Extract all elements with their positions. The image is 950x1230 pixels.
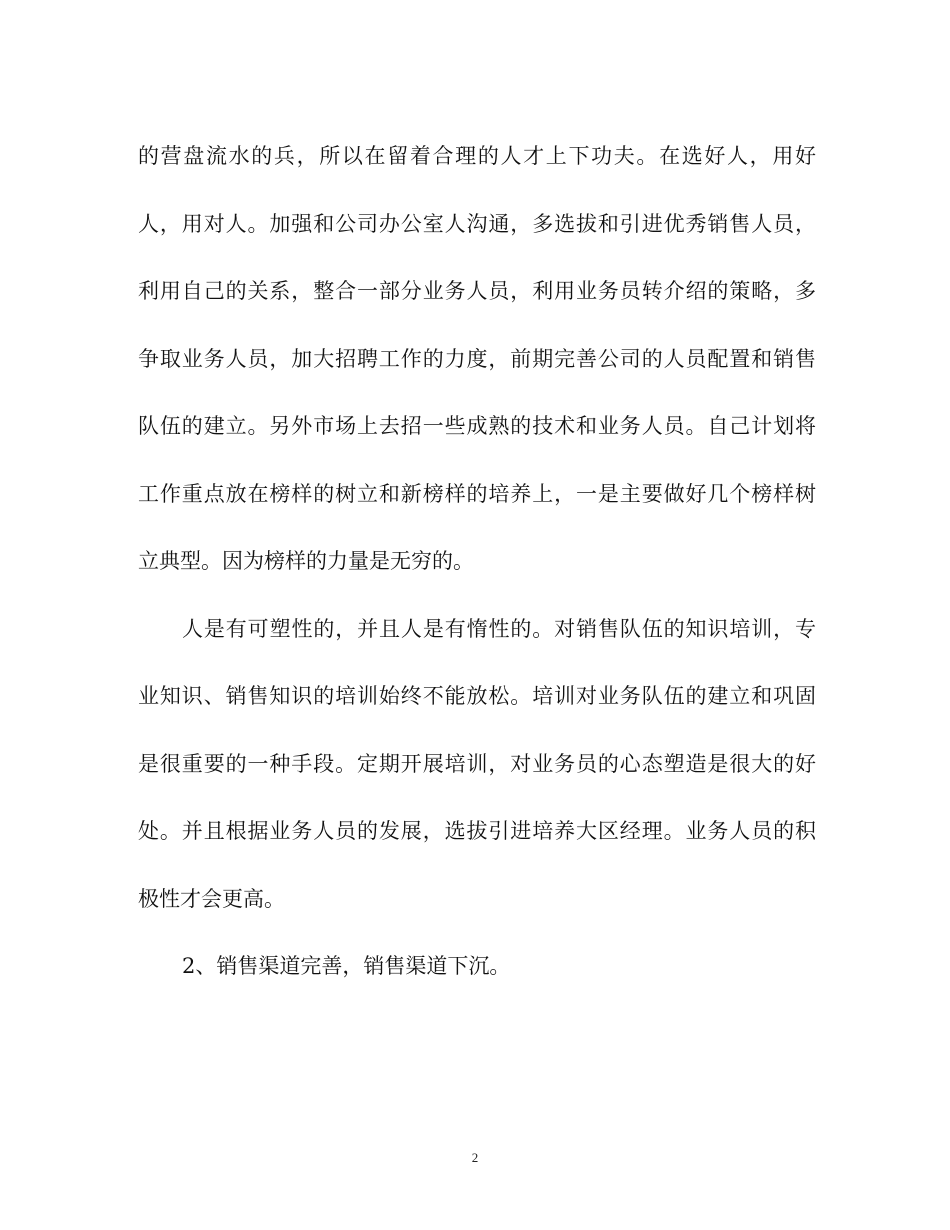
text-line: 利用自己的关系，整合一部分业务人员，利用业务员转介绍的策略，多 [138,279,816,303]
text-line: 是很重要的一种手段。定期开展培训，对业务员的心态塑造是很大的好 [138,752,816,776]
text-line: 极性才会更高。 [138,887,285,911]
text-line: 业知识、销售知识的培训始终不能放松。培训对业务队伍的建立和巩固 [138,684,816,708]
text-line: 队伍的建立。另外市场上去招一些成熟的技术和业务人员。自己计划将 [138,414,816,438]
section-heading: 2、销售渠道完善，销售渠道下沉。 [182,954,511,978]
page-number: 2 [471,1150,479,1165]
text-line: 人是有可塑性的，并且人是有惰性的。对销售队伍的知识培训，专 [182,617,816,641]
text-line: 工作重点放在榜样的树立和新榜样的培养上，一是主要做好几个榜样树 [138,482,816,506]
text-line: 争取业务人员，加大招聘工作的力度，前期完善公司的人员配置和销售 [138,347,816,371]
text-line: 的营盘流水的兵，所以在留着合理的人才上下功夫。在选好人，用好 [138,144,816,168]
text-line: 人，用对人。加强和公司办公室人沟通，多选拔和引进优秀销售人员， [138,212,816,236]
text-line: 处。并且根据业务人员的发展，选拔引进培养大区经理。业务人员的积 [138,819,816,843]
text-line: 立典型。因为榜样的力量是无穷的。 [138,549,474,573]
